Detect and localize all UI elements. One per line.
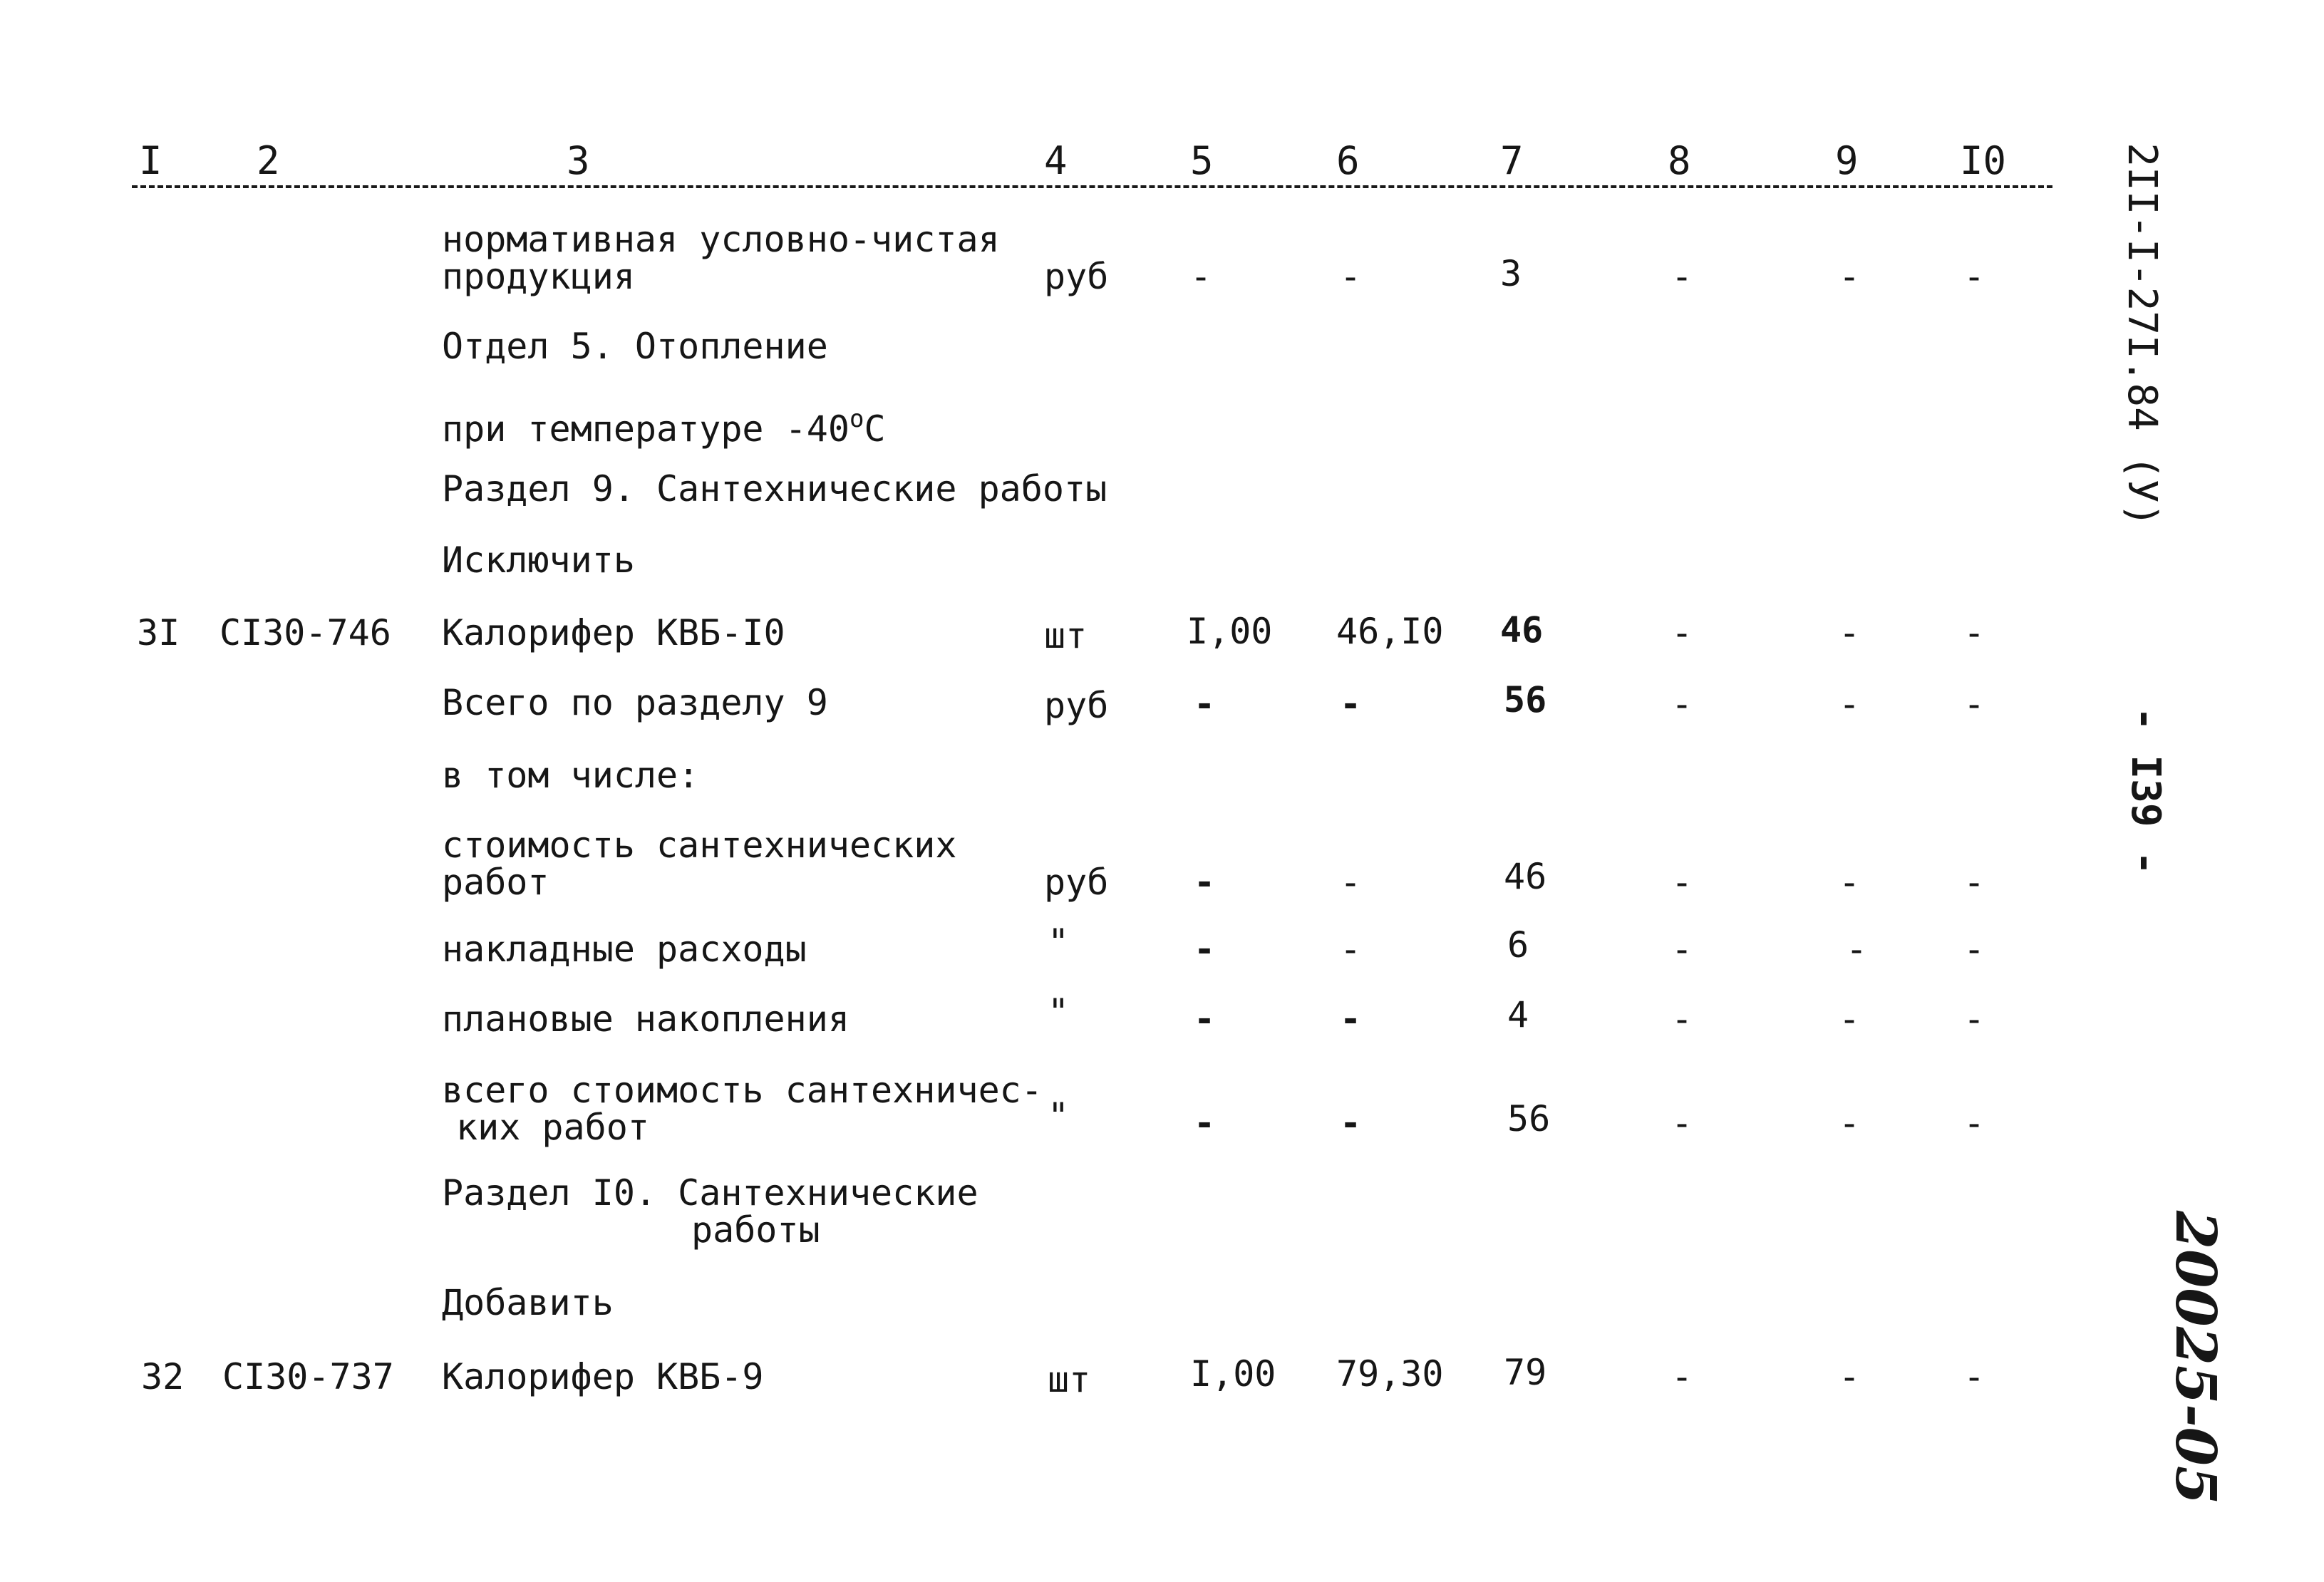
row-description: всего стоимость сантехничес- ких работ xyxy=(442,1070,1043,1148)
document-code: 2II-I-27I.84 (У) xyxy=(2119,143,2165,527)
cell-col7: 56 xyxy=(1507,1098,1551,1139)
row-description: в том числе: xyxy=(442,755,700,796)
cell-col8: - xyxy=(1671,929,1693,970)
section-heading: Раздел I0. Сантехнические работы xyxy=(442,1172,978,1251)
instruction-label: Добавить xyxy=(442,1282,614,1323)
cell-col8: - xyxy=(1671,1356,1693,1397)
cell-col7: 46 xyxy=(1500,609,1544,651)
cell-col5: - xyxy=(1194,929,1216,970)
row-unit: шт xyxy=(1044,615,1088,656)
cell-col9: - xyxy=(1839,1102,1861,1144)
row-unit: руб xyxy=(1044,685,1109,726)
page-number: - I39 - xyxy=(2122,706,2169,876)
cell-col5: - xyxy=(1194,683,1216,725)
row-description: нормативная условно-чистая продукция xyxy=(442,219,1000,297)
header-col-5: 5 xyxy=(1190,138,1214,183)
cell-col8: - xyxy=(1671,683,1693,725)
cell-col5: I,00 xyxy=(1187,611,1273,652)
header-col-4: 4 xyxy=(1044,138,1068,183)
cell-col6: 46,I0 xyxy=(1336,611,1444,652)
cell-col7: 3 xyxy=(1500,253,1522,294)
cell-col9: - xyxy=(1839,612,1861,653)
header-col-10: I0 xyxy=(1960,138,2007,183)
cell-col6: - xyxy=(1340,683,1362,725)
cell-col5: - xyxy=(1190,256,1212,297)
row-description: Всего по разделу 9 xyxy=(442,682,828,723)
header-col-6: 6 xyxy=(1336,138,1360,183)
header-col-8: 8 xyxy=(1668,138,1691,183)
row-description: накладные расходы xyxy=(442,929,807,970)
cell-col8: - xyxy=(1671,1102,1693,1144)
cell-col6: - xyxy=(1340,929,1362,970)
cell-col5: - xyxy=(1194,998,1216,1040)
row-unit: шт xyxy=(1048,1359,1091,1400)
temperature-note: при температуре $-40^оС$ xyxy=(442,405,886,450)
cell-col9: - xyxy=(1839,998,1861,1040)
cell-col9: - xyxy=(1839,1356,1861,1397)
row-code: СI30-746 xyxy=(220,612,391,653)
cell-col5: I,00 xyxy=(1190,1353,1276,1395)
row-description: Калорифер КВБ-9 xyxy=(442,1356,764,1397)
cell-col10: - xyxy=(1963,929,1985,970)
cell-col5: - xyxy=(1194,1102,1216,1144)
cell-col7: 4 xyxy=(1507,994,1529,1035)
row-description: Калорифер КВБ-I0 xyxy=(442,612,785,653)
cell-col7: 56 xyxy=(1504,679,1547,720)
row-description: плановые накопления xyxy=(442,998,849,1040)
cell-col10: - xyxy=(1963,1102,1985,1144)
cell-col8: - xyxy=(1671,998,1693,1040)
header-rule xyxy=(132,185,2052,188)
cell-col9: - xyxy=(1846,929,1868,970)
cell-col8: - xyxy=(1671,612,1693,653)
row-description: стоимость сантехнических работ xyxy=(442,824,957,903)
cell-col6: 79,30 xyxy=(1336,1353,1444,1395)
section-heading: Раздел 9. Сантехнические работы xyxy=(442,468,1107,510)
cell-col10: - xyxy=(1963,612,1985,653)
row-unit: " xyxy=(1048,1095,1070,1137)
row-unit: " xyxy=(1048,991,1070,1033)
cell-col8: - xyxy=(1671,862,1693,903)
cell-col10: - xyxy=(1963,256,1985,297)
cell-col10: - xyxy=(1963,1356,1985,1397)
cell-col6: - xyxy=(1340,862,1362,903)
header-col-9: 9 xyxy=(1835,138,1859,183)
row-number: 3I xyxy=(137,612,180,653)
row-unit: " xyxy=(1048,921,1070,963)
cell-col7: 6 xyxy=(1507,924,1529,966)
cell-col10: - xyxy=(1963,862,1985,903)
row-unit: руб xyxy=(1044,862,1109,903)
instruction-label: Исключить xyxy=(442,539,635,581)
handwritten-note: 20025-05 xyxy=(2163,1210,2228,1505)
cell-col10: - xyxy=(1963,998,1985,1040)
section-heading: Отдел 5. Отопление xyxy=(442,326,828,367)
row-unit: руб xyxy=(1044,256,1109,297)
cell-col7: 79 xyxy=(1504,1352,1547,1393)
cell-col10: - xyxy=(1963,683,1985,725)
row-number: 32 xyxy=(141,1356,185,1397)
header-col-3: 3 xyxy=(567,138,590,183)
cell-col9: - xyxy=(1839,862,1861,903)
row-code: СI30-737 xyxy=(222,1356,394,1397)
cell-col6: - xyxy=(1340,256,1362,297)
cell-col6: - xyxy=(1340,998,1362,1040)
cell-col9: - xyxy=(1839,256,1861,297)
cell-col5: - xyxy=(1194,862,1216,903)
cell-col8: - xyxy=(1671,256,1693,297)
cell-col7: 46 xyxy=(1504,856,1547,897)
cell-col6: - xyxy=(1340,1102,1362,1144)
header-col-2: 2 xyxy=(257,138,280,183)
cell-col9: - xyxy=(1839,683,1861,725)
header-col-1: I xyxy=(139,138,162,183)
header-col-7: 7 xyxy=(1500,138,1524,183)
